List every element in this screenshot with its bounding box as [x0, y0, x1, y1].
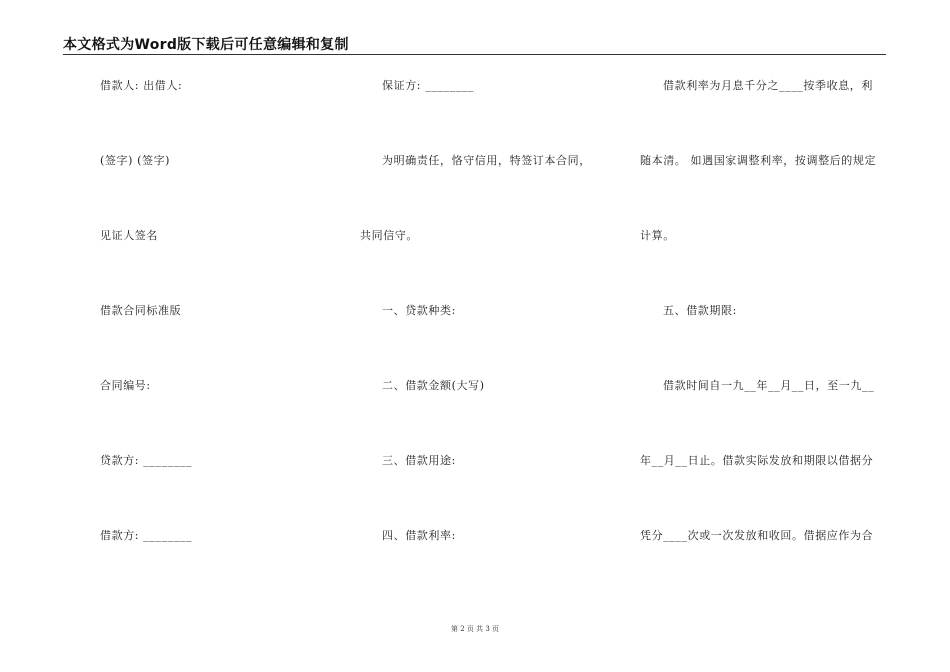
- text-line: 保证方: ________: [382, 79, 475, 92]
- text-line: 见证人签名: [100, 229, 158, 242]
- text-line: 借款时间自一九__年__月__日，至一九__: [663, 379, 875, 392]
- text-line: 计算。: [640, 229, 675, 242]
- text-line: (签字) (签字): [100, 154, 171, 167]
- text-line: 借款人: 出借人:: [100, 79, 183, 92]
- text-line: 随本清。 如遇国家调整利率，按调整后的规定: [640, 154, 877, 167]
- text-line: 合同编号:: [100, 379, 151, 392]
- header-title: 本文格式为Word版下载后可任意编辑和复制: [63, 37, 349, 53]
- text-line: 为明确责任，恪守信用，特签订本合同，: [382, 154, 591, 167]
- text-line: 一、贷款种类:: [382, 304, 456, 317]
- text-line: 借款利率为月息千分之____按季收息，利: [663, 79, 873, 92]
- text-line: 贷款方: ________: [100, 454, 193, 467]
- page-header: [63, 34, 886, 55]
- text-line: 四、借款利率:: [382, 529, 456, 542]
- page-number: 第 2 页 共 3 页: [450, 625, 500, 633]
- text-line: 五、借款期限:: [663, 304, 737, 317]
- text-line: 三、借款用途:: [382, 454, 456, 467]
- text-line: 年__月__日止。借款实际发放和期限以借据分: [640, 454, 874, 467]
- text-line: 借款方: ________: [100, 529, 193, 542]
- text-line: 共同信守。: [360, 229, 418, 242]
- text-line: 二、借款金额(大写): [382, 379, 485, 392]
- text-line: 凭分____次或一次发放和收回。借据应作为合: [640, 529, 874, 542]
- text-line: 借款合同标准版: [100, 304, 182, 317]
